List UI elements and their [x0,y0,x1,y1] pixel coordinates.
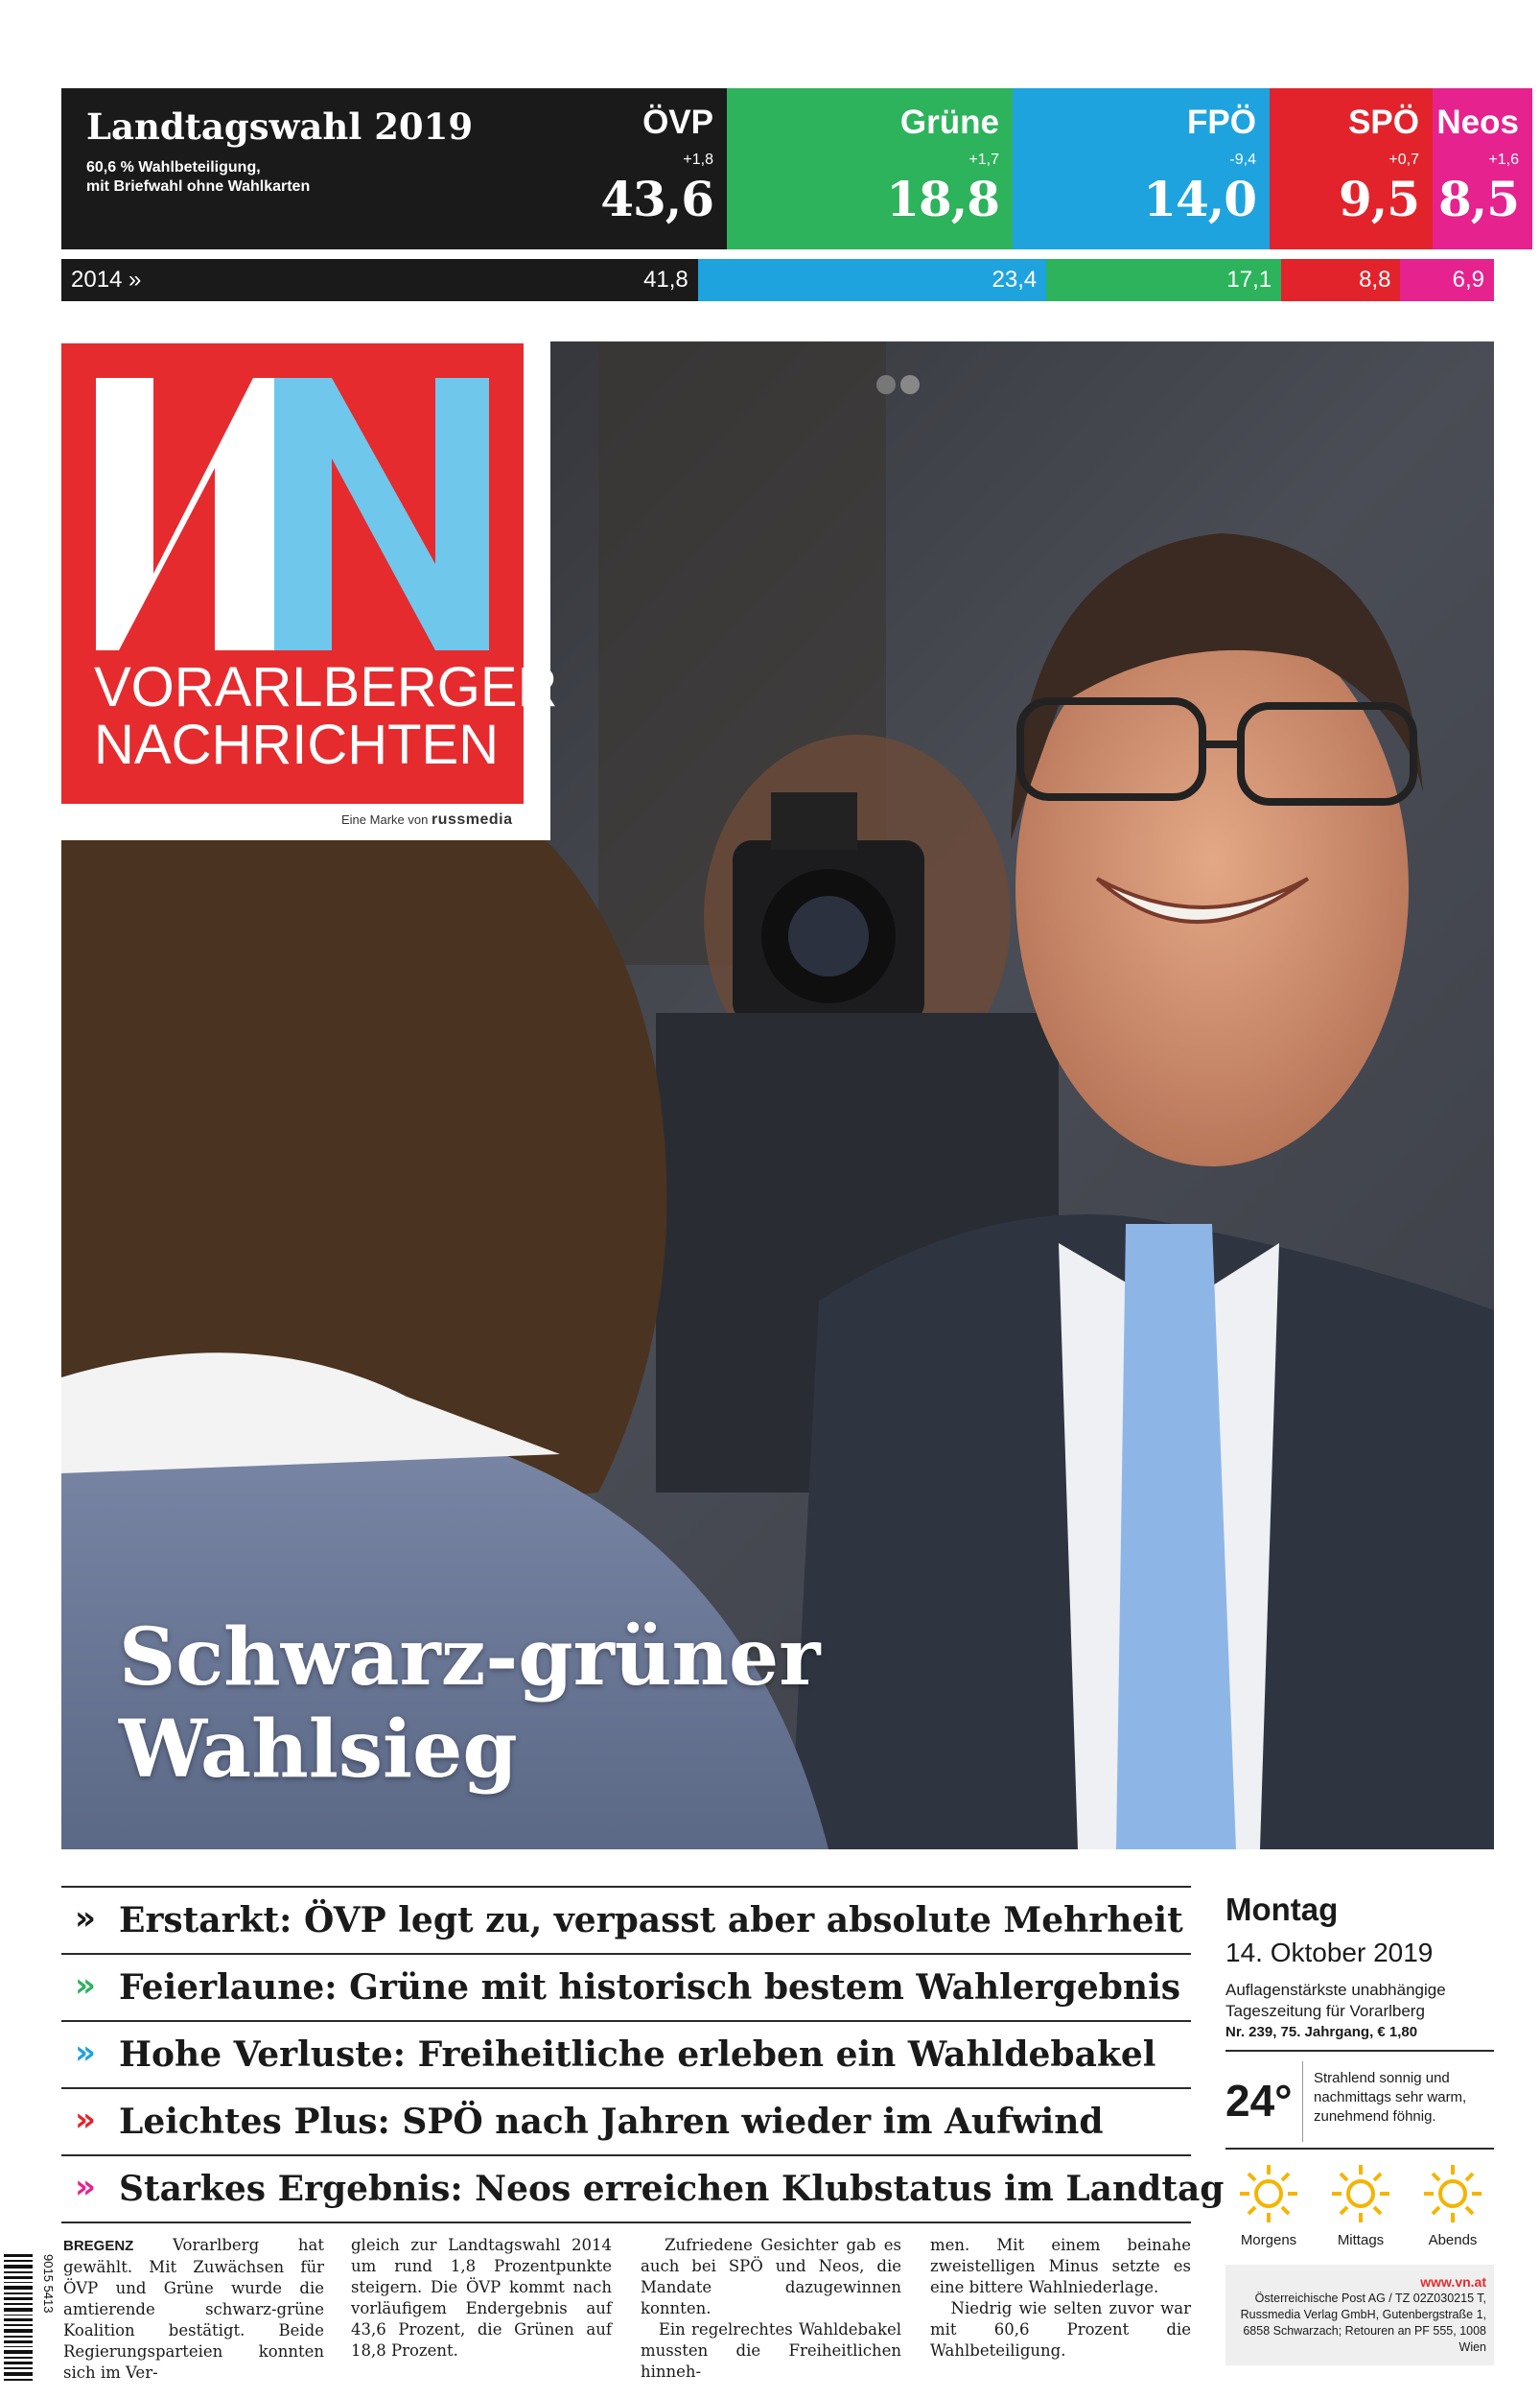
teaser-item-oevp[interactable] [61,1886,1191,1953]
headline-line-2: Wahlsieg [119,1704,518,1796]
forecast-morning [1225,2163,1312,2248]
forecast-label: Abends [1428,2232,1478,2248]
party-name: FPÖ [1187,104,1256,141]
party-name: SPÖ [1348,104,1419,141]
weekday: Montag [1225,1892,1339,1927]
masthead-logo [61,343,558,804]
previous-value: 23,4 [992,267,1038,293]
masthead-line-1: VORARLBERGER [94,656,558,718]
article-text: Ein regelrechtes Wahldebakel mussten die Freiheitlichen hinneh- [641,2320,901,2381]
previous-segment-fpoe [698,259,1046,301]
chevron-right-icon: » [75,2168,96,2206]
results-title: Landtagswahl 2019 [86,106,474,148]
article-text: Vorarlberg hat gewählt. Mit Zuwächsen für ÖVP und Grüne wurde die amtierende schwarz-grüne Koalition bestätigt. Beide Regierungsparteien konnten sich im Ver- [63,2236,324,2382]
imprint-box [1225,2265,1494,2365]
forecast-label: Mittags [1337,2232,1385,2248]
party-value: 43,6 [600,171,713,227]
weather-text [1314,2069,1496,2127]
teaser-text: Erstarkt: ÖVP legt zu, verpasst aber absolute Mehrheit [119,1900,1183,1940]
teaser-text: Feierlaune: Grüne mit historisch bestem Wahlergebnis [119,1967,1181,2008]
previous-results-bar [61,259,1494,301]
barcode-number: 9015 5413 [41,2254,56,2314]
weather-forecast [1225,2150,1494,2261]
lead-article [61,2235,1202,2382]
paper-description [1225,1980,1494,2022]
sun-icon [1422,2163,1483,2224]
previous-value: 17,1 [1226,267,1272,293]
teaser-text: Starkes Ergebnis: Neos erreichen Klubstatus im Landtag [119,2169,1225,2209]
party-value: 9,5 [1339,171,1419,227]
main-headline [119,1611,820,1796]
sun-icon [1330,2163,1391,2224]
previous-segment-neos [1400,259,1494,301]
previous-segment-spoe [1281,259,1400,301]
party-name: Neos [1436,104,1519,141]
headline-line-1: Schwarz-grüner [119,1611,821,1704]
forecast-evening [1410,2163,1496,2248]
weather-line-2: nachmittags sehr warm, [1314,2089,1467,2105]
paper-description-line-1: Auflagenstärkste unabhängige [1225,1981,1446,1999]
teaser-text: Leichtes Plus: SPÖ nach Jahren wieder im Aufwind [119,2102,1104,2142]
chevron-right-icon: » [75,2101,96,2139]
weather-divider [1302,2061,1303,2142]
party-value: 18,8 [886,171,999,227]
article-text: Zufriedene Gesichter gab es auch bei SPÖ und Neos, die Mandate dazugewinnen konnten. [641,2236,901,2317]
chevron-right-icon: » [75,1966,96,2005]
article-column-3 [641,2235,901,2383]
party-change: +1,8 [683,152,713,168]
issue-date: 14. Oktober 2019 [1225,1938,1434,1967]
article-text: gleich zur Landtagswahl 2014 um rund 1,8 Prozentpunkte steigern. Die ÖVP kommt nach vorläufigem Endergebnis auf 43,6 Prozent, die Grünen auf 18,8 Prozent. [351,2236,612,2360]
teaser-item-fpoe[interactable] [61,2020,1191,2087]
weather-box [1225,2052,1494,2148]
chevron-right-icon: » [75,1899,96,1938]
masthead-line-2: NACHRICHTEN [94,714,500,776]
party-change: -9,4 [1229,152,1256,168]
teaser-list [61,1886,1225,2223]
previous-segment-oevp [307,259,697,301]
previous-value: 6,9 [1452,267,1484,293]
party-change: +1,7 [968,152,999,168]
paper-description-line-2: Tageszeitung für Vorarlberg [1225,2002,1425,2020]
sun-icon [1238,2163,1299,2224]
barcode [4,2254,56,2388]
vn-logo-icon [61,343,524,660]
brand-name: russmedia [431,811,513,828]
imprint-line-2: Russmedia Verlag GmbH, Gutenbergstraße 1, [1240,2308,1486,2321]
previous-value: 41,8 [643,267,688,293]
postal-vote-note: mit Briefwahl ohne Wahlkarten [86,178,311,195]
forecast-label: Morgens [1240,2232,1297,2248]
article-text: Niedrig wie selten zuvor war mit 60,6 Prozent die Wahlbeteiligung. [930,2299,1191,2360]
issue-info: Nr. 239, 75. Jahrgang, € 1,80 [1225,2024,1418,2040]
party-value: 14,0 [1143,171,1256,227]
turnout-note: 60,6 % Wahlbeteiligung, [86,159,261,176]
party-change: +0,7 [1388,152,1419,168]
website-link[interactable]: www.vn.at [1420,2274,1486,2290]
party-name: ÖVP [642,104,713,141]
info-sidebar [1225,1886,1494,2365]
article-kicker: BREGENZ [63,2238,134,2254]
party-change: +1,6 [1488,152,1519,168]
party-box-spoe [1270,88,1433,249]
article-text: men. Mit einem beinahe zweistelligen Minus setzte es eine bittere Wahlniederlage. [930,2236,1191,2296]
party-name: Grüne [899,104,999,141]
imprint-line-1: Österreichische Post AG / TZ 02Z030215 T, [1254,2292,1486,2305]
barcode-icon [4,2254,56,2388]
party-value: 8,5 [1438,171,1519,227]
imprint-line-3: 6858 Schwarzach; Retouren an PF 555, 1008 Wien [1243,2324,1486,2354]
brand-tagline [341,811,513,829]
forecast-midday [1318,2163,1404,2248]
party-box-oevp [61,88,727,249]
teaser-item-neos[interactable] [61,2154,1225,2222]
teaser-bottom-rule [61,2222,1191,2223]
article-column-2 [351,2235,612,2362]
previous-year-text: 2014 » [71,267,142,293]
party-box-gruene [727,88,1013,249]
previous-segment-gruene [1046,259,1281,301]
article-column-4 [930,2235,1191,2362]
party-box-neos [1433,88,1532,249]
teaser-item-spoe[interactable] [61,2087,1191,2154]
election-results-bar [61,88,1519,249]
article-column-1 [63,2235,324,2384]
party-box-fpoe [1013,88,1270,249]
previous-value: 8,8 [1359,267,1391,293]
teaser-item-gruene[interactable] [61,1953,1191,2020]
chevron-right-icon: » [75,2034,96,2072]
teaser-text: Hohe Verluste: Freiheitliche erleben ein Wahldebakel [119,2034,1156,2075]
previous-year-label [61,259,307,301]
temperature: 24° [1225,2076,1293,2126]
brand-prefix: Eine Marke von [341,812,429,827]
weather-line-3: zunehmend föhnig. [1314,2108,1436,2125]
weather-line-1: Strahlend sonnig und [1314,2070,1450,2086]
